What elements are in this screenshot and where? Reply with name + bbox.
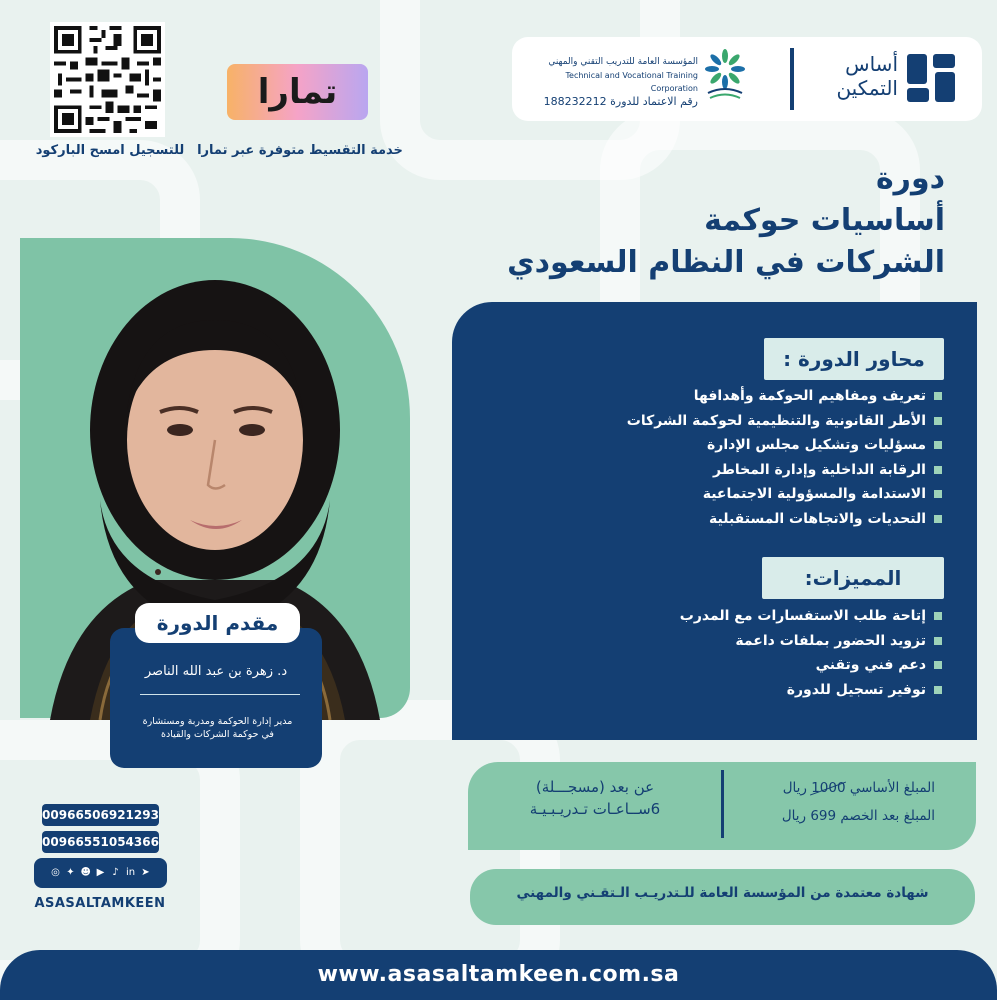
title-line-2: أساسيات حوكمة (704, 203, 945, 238)
price-divider (721, 770, 724, 838)
bullet-square-icon (934, 515, 942, 523)
list-item: تزويد الحضور بملفات داعمة (560, 629, 942, 654)
bullet-square-icon (934, 392, 942, 400)
brand-name-line2: التمكين (836, 76, 898, 100)
course-mode-line1: عن بعد (مسجـــلة) (535, 778, 655, 796)
presenter-name: د. زهرة بن عبد الله الناصر (144, 664, 288, 679)
bullet-square-icon (934, 637, 942, 645)
bullet-square-icon (934, 441, 942, 449)
tamara-caption: خدمة التقسيط متوفرة عبر تمارا (197, 143, 403, 158)
brand-name-line1: أساس (845, 52, 898, 76)
base-price: المبلغ الأساسي 1000 ريال (735, 774, 935, 802)
list-item: الاستدامة والمسؤولية الاجتماعية (560, 482, 942, 507)
features-heading: المميزات: (762, 557, 944, 599)
presenter-role-line2: في حوكمة الشركات والقيادة (161, 729, 274, 740)
axes-list (560, 384, 942, 531)
brand-name (812, 52, 898, 100)
telegram-icon[interactable]: ➤ (141, 867, 150, 878)
list-item: توفير تسجيل للدورة (560, 678, 942, 703)
social-links (34, 858, 167, 888)
phone-number-1[interactable]: 00966506921293 (42, 804, 159, 826)
logo-divider (790, 48, 794, 110)
snapchat-icon[interactable]: ☻ (80, 867, 91, 878)
presenter-role-line1: مدير إدارة الحوكمة ومدربة ومستشارة (142, 716, 293, 727)
presenter-card (110, 628, 322, 768)
list-item: الرقابة الداخلية وإدارة المخاطر (560, 458, 942, 483)
base-price-value: 1000 (811, 774, 845, 802)
bullet-square-icon (934, 686, 942, 694)
tamara-logo[interactable] (227, 64, 368, 120)
bullet-square-icon (934, 612, 942, 620)
youtube-icon[interactable]: ▶ (96, 867, 105, 878)
presenter-role (120, 715, 315, 741)
list-item: مسؤليات وتشكيل مجلس الإدارة (560, 433, 942, 458)
twitter-icon[interactable]: ✦ (66, 867, 75, 878)
website-link[interactable]: www.asasaltamkeen.com.sa (317, 962, 680, 987)
brand-handle: ASASALTAMKEEN (34, 896, 166, 911)
bullet-square-icon (934, 661, 942, 669)
list-item: إتاحة طلب الاستفسارات مع المدرب (560, 604, 942, 629)
title-line-1: دورة (875, 161, 945, 196)
list-item: التحديات والاتجاهات المستقبلية (560, 507, 942, 532)
qr-caption: للتسجيل امسح الباركود (35, 143, 185, 158)
title-line-3: الشركات في النظام السعودي (507, 245, 945, 280)
presenter-divider (140, 694, 300, 695)
bullet-square-icon (934, 466, 942, 474)
course-title (480, 158, 945, 284)
list-item: دعم فني وتقني (560, 653, 942, 678)
course-mode (500, 776, 690, 820)
discount-price: المبلغ بعد الخصم 699 ريال (781, 808, 935, 824)
course-hours: 6ســاعـات تـدريـبـيـة (529, 800, 661, 818)
list-item: الأطر القانونية والتنظيمية لحوكمة الشركات (560, 409, 942, 434)
tvtc-name-ar: المؤسسة العامة للتدريب التقني والمهني (548, 57, 698, 67)
features-list (560, 604, 942, 702)
tvtc-name-en: Technical and Vocational Training Corporation (565, 71, 698, 93)
axes-heading: محاور الدورة : (764, 338, 944, 380)
tvtc-emblem-icon (700, 47, 750, 102)
phone-number-2[interactable]: 00966551054366 (42, 831, 159, 853)
presenter-tab: مقدم الدورة (135, 603, 300, 643)
qr-code[interactable] (50, 22, 165, 137)
certificate-text: شهادة معتمدة من المؤسسة العامة للـتدريـب الـتقـني والمهني (516, 885, 929, 901)
list-item: تعريف ومفاهيم الحوكمة وأهدافها (560, 384, 942, 409)
instagram-icon[interactable]: ◎ (51, 867, 60, 878)
brand-logo-icon (905, 52, 957, 104)
bullet-square-icon (934, 490, 942, 498)
tiktok-icon[interactable]: ♪ (112, 867, 119, 878)
tamara-logo-text: تمارا (257, 72, 338, 112)
linkedin-icon[interactable]: in (125, 867, 136, 878)
price-info (735, 774, 935, 830)
tvtc-info (528, 56, 698, 108)
bullet-square-icon (934, 417, 942, 425)
accreditation-number: رقم الاعتماد للدورة 188232212 (543, 95, 698, 108)
